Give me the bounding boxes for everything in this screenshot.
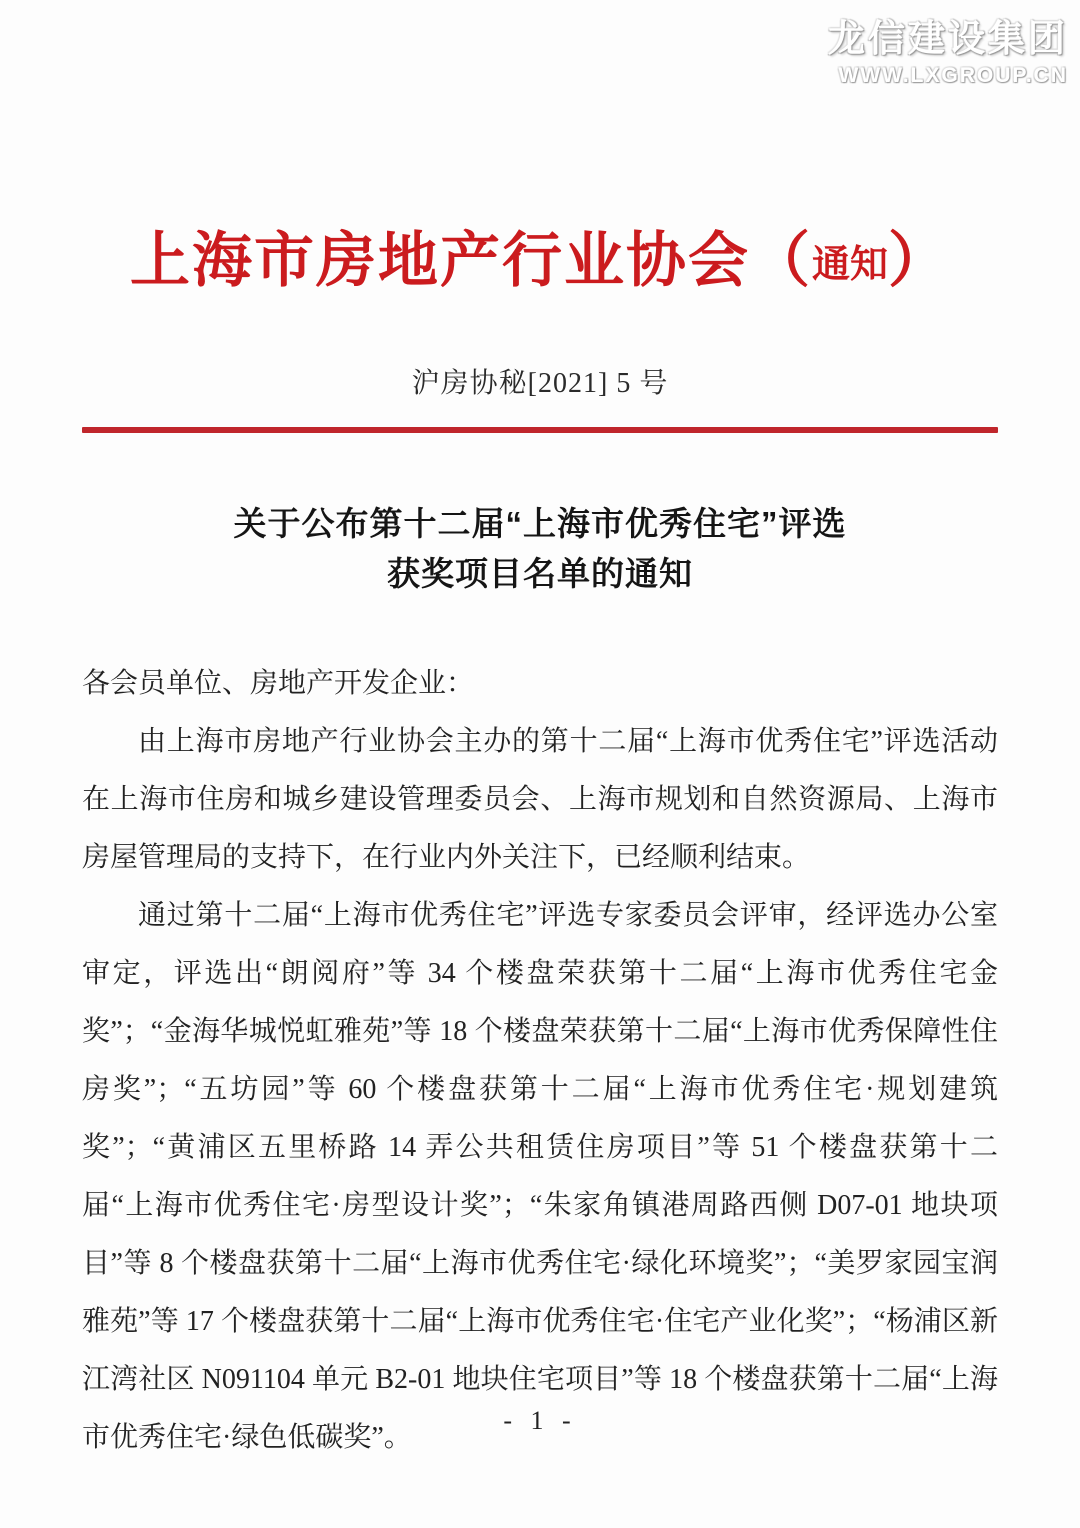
- document-title: [82, 499, 998, 599]
- document-reference-number: 沪房协秘[2021] 5 号: [411, 368, 669, 399]
- company-watermark: [828, 8, 1068, 88]
- red-divider-line: [82, 427, 998, 433]
- paren-open: （: [749, 228, 812, 294]
- document-body: [82, 655, 998, 1467]
- body-paragraph-1: 由上海市房地产行业协会主办的第十二届“上海市优秀住宅”评选活动在上海市住房和城乡建设管理委员会、上海市规划和自然资源局、上海市房屋管理局的支持下，在行业内外关注下，已经顺利结束。: [82, 726, 998, 873]
- page-number: - 1 -: [503, 1406, 577, 1435]
- body-paragraph-2: 通过第十二届“上海市优秀住宅”评选专家委员会评审，经评选办公室审定，评选出“朗阅府”等 34 个楼盘荣获第十二届“上海市优秀住宅金奖”；“金海华城悦虹雅苑”等 18 个楼盘荣获第十二届“上海市优秀保障性住房奖”；“五坊园”等 60 个楼盘获第十二届“上海市优秀住宅·规划建筑奖”；“黄浦区五里桥路 14 弄公共租赁住房项目”等 51 个楼盘获第十二届“上海市优秀住宅·房型设计奖”；“朱家角镇港周路西侧 D07-01 地块项目”等 8 个楼盘获第十二届“上海市优秀住宅·绿化环境奖”；“美罗家园宝润雅苑”等 17 个楼盘获第十二届“上海市优秀住宅·住宅产业化奖”；“杨浦区新江湾社区 N091104 单元 B2-01 地块住宅项目”等 18 个楼盘获第十二届“上海市优秀住宅·绿色低碳奖”。: [82, 900, 998, 1453]
- notice-type-label: 通知: [811, 244, 888, 286]
- organization-name: 上海市房地产行业协会: [129, 228, 750, 294]
- company-url-watermark: WWW.LXGROUP.CN: [838, 64, 1068, 87]
- document-title-line2: 获奖项目名单的通知: [387, 555, 693, 592]
- paren-close: ）: [888, 228, 950, 294]
- salutation: 各会员单位、房地产开发企业：: [82, 668, 475, 699]
- company-name-watermark: 龙信建设集团: [828, 18, 1068, 59]
- document-title-line1: 关于公布第十二届“上海市优秀住宅”评选: [233, 505, 847, 542]
